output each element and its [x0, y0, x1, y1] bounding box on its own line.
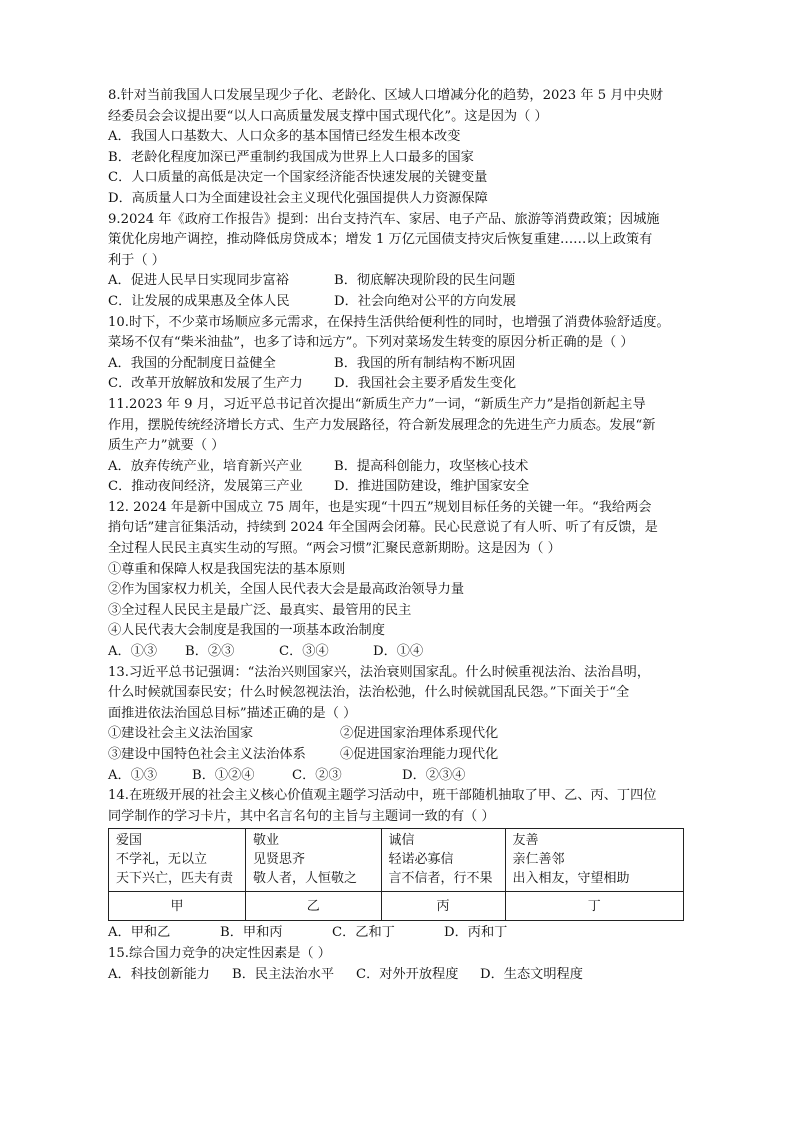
- question-13-statements-row: [108, 724, 683, 745]
- question-12-option-d: D．①④: [373, 644, 424, 660]
- question-11-option-b: B．提高科创能力，攻坚核心技术: [334, 458, 529, 474]
- question-14-option-c: C．乙和丁: [332, 925, 395, 941]
- study-card-bing: [381, 829, 505, 892]
- question-11: [108, 395, 683, 498]
- question-10: [108, 313, 683, 395]
- question-9-option-a: A．促进人民早日实现同步富裕: [108, 273, 289, 289]
- question-8: [108, 86, 683, 210]
- question-11-option-c: C．推动夜间经济，发展第三产业: [108, 479, 303, 495]
- question-11-stem-line: 质生产力”就要（ ）: [108, 438, 225, 454]
- question-13: [108, 663, 683, 787]
- question-13-statement-2: ②促进国家治理体系现代化: [340, 726, 499, 742]
- question-12-stem-line: 捎句话”建言征集活动，持续到 2024 年全国两会闭幕。民心民意说了有人听、听了有反馈，是: [108, 520, 658, 536]
- question-14-stem-line: 14.在班级开展的社会主义核心价值观主题学习活动中，班干部随机抽取了甲、乙、丙、丁四位: [108, 788, 657, 804]
- question-10-option-c: C．改革开放解放和发展了生产力: [108, 376, 303, 392]
- card-quote: 轻诺必寡信: [388, 852, 454, 868]
- question-8-option-c: C．人口质量的高低是决定一个国家经济能否快速发展的关键变量: [108, 170, 488, 186]
- question-8-stem-line: 8.针对当前我国人口发展呈现少子化、老龄化、区域人口增减分化的趋势，2023 年 5 月中央财: [108, 88, 664, 103]
- question-9-options-row: [108, 271, 683, 292]
- question-13-option-d: D．②③④: [402, 767, 466, 783]
- question-14: [108, 786, 683, 944]
- question-15-options-row: [108, 965, 683, 986]
- question-14-option-b: B．甲和丙: [220, 925, 283, 941]
- question-10-option-d: D．我国社会主要矛盾发生变化: [334, 376, 517, 392]
- question-10-option-a: A．我国的分配制度日益健全: [108, 355, 276, 371]
- question-15-option-d: D．生态文明程度: [480, 966, 583, 982]
- study-card-jia: [109, 829, 246, 892]
- card-quote: 亲仁善邻: [512, 852, 565, 868]
- study-card-yi: [246, 829, 381, 892]
- card-theme: 友善: [512, 833, 539, 849]
- question-9-option-c: C．让发展的成果惠及全体人民: [108, 293, 290, 309]
- question-12-options-row: [108, 642, 683, 663]
- question-8-option-a: A．我国人口基数大、人口众多的基本国情已经发生根本改变: [108, 129, 461, 145]
- question-8-option-d: D．高质量人口为全面建设社会主义现代化强国提供人力资源保障: [108, 190, 488, 206]
- question-12-stem-line: 12. 2024 年是新中国成立 75 周年，也是实现“十四五”规划目标任务的关键一年。“我给两会: [108, 499, 652, 515]
- question-8-stem-line: 经委员会会议提出要“以人口高质量发展支撑中国式现代化”。这是因为（ ）: [108, 108, 548, 124]
- question-13-option-a: A．①③: [108, 767, 158, 783]
- card-quote: 言不信者，行不果: [388, 871, 493, 887]
- question-15-option-b: B．民主法治水平: [232, 966, 335, 982]
- question-9-option-d: D．社会向绝对公平的方向发展: [334, 293, 517, 309]
- card-quote: 不学礼，无以立: [116, 852, 208, 868]
- question-13-options-row: [108, 766, 683, 787]
- question-12: [108, 498, 683, 663]
- card-label: 丁: [505, 892, 683, 921]
- question-12-statement-2: ②作为国家权力机关，全国人民代表大会是最高政治领导力量: [108, 582, 465, 598]
- question-15: [108, 944, 683, 985]
- question-13-statement-4: ④促进国家治理能力现代化: [340, 747, 499, 762]
- question-15-option-c: C．对外开放程度: [356, 966, 459, 982]
- question-9-stem-line: 策优化房地产调控，推动降低房贷成本；增发 1 万亿元国债支持灾后恢复重建……以上政策有: [108, 232, 653, 248]
- study-cards-label-row: [109, 892, 684, 921]
- card-label: 丙: [381, 892, 505, 921]
- question-9-stem-line: 利于（ ）: [108, 252, 165, 268]
- question-12-option-a: A．①③: [108, 644, 158, 660]
- question-8-option-b: B．老龄化程度加深已严重制约我国成为世界上人口最多的国家: [108, 149, 474, 165]
- exam-page: [108, 86, 683, 985]
- question-13-stem-line: 13.习近平总书记强调：“法治兴则国家兴，法治衰则国家乱。什么时候重视法治、法治昌明，: [108, 664, 651, 680]
- study-card-ding: [505, 829, 683, 892]
- study-cards-content-row: [109, 829, 684, 892]
- card-quote: 敬人者，人恒敬之: [253, 871, 358, 887]
- card-quote: 见贤思齐: [253, 852, 306, 868]
- question-10-stem-line: 10.时下，不少菜市场顺应多元需求，在保持生活供给便利性的同时，也增强了消费体验舒适度。: [108, 314, 670, 330]
- card-quote: 天下兴亡，匹夫有责: [116, 871, 234, 887]
- question-13-statements-row: [108, 745, 683, 766]
- question-13-statement-3: ③建设中国特色社会主义法治体系: [108, 747, 306, 762]
- card-theme: 敬业: [253, 833, 280, 849]
- question-13-option-c: C．②③: [292, 767, 342, 783]
- card-theme: 爱国: [116, 833, 143, 849]
- question-10-option-b: B．我国的所有制结构不断巩固: [334, 355, 516, 371]
- question-11-stem-line: 作用，摆脱传统经济增长方式、生产力发展路径，符合新发展理念的先进生产力质态。发展“新: [108, 417, 656, 433]
- question-12-option-c: C．③④: [279, 644, 329, 660]
- question-11-stem-line: 11.2023 年 9 月，习近平总书记首次提出“新质生产力”一词，“新质生产力”是指创新起主导: [108, 396, 646, 412]
- card-label: 乙: [246, 892, 381, 921]
- question-11-option-a: A．放弃传统产业，培育新兴产业: [108, 458, 303, 474]
- question-13-stem-line: 面推进依法治国总目标”描述正确的是（ ）: [108, 705, 357, 721]
- question-14-option-d: D．丙和丁: [444, 925, 508, 941]
- question-15-option-a: A．科技创新能力: [108, 966, 210, 982]
- question-13-stem-line: 什么时候就国泰民安；什么时候忽视法治，法治松弛，什么时候就国乱民怨。”下面关于“全: [108, 685, 630, 701]
- question-10-options-row: [108, 374, 683, 395]
- question-12-statement-4: ④人民代表大会制度是我国的一项基本政治制度: [108, 623, 385, 639]
- card-quote: 出入相友，守望相助: [512, 871, 630, 887]
- question-12-statement-1: ①尊重和保障人权是我国宪法的基本原则: [108, 561, 346, 577]
- question-9-stem-line: 9.2024 年《政府工作报告》提到：出台支持汽车、家居、电子产品、旅游等消费政策；因城施: [108, 211, 660, 227]
- question-11-option-d: D．推进国防建设，维护国家安全: [334, 479, 530, 495]
- card-label: 甲: [109, 892, 246, 921]
- question-11-options-row: [108, 457, 683, 478]
- question-9-option-b: B．彻底解决现阶段的民生问题: [334, 273, 516, 289]
- question-12-option-b: B．②③: [185, 644, 235, 660]
- question-9: [108, 210, 683, 313]
- question-12-statement-3: ③全过程人民民主是最广泛、最真实、最管用的民主: [108, 602, 412, 618]
- question-14-options-row: [108, 923, 683, 944]
- question-13-statement-1: ①建设社会主义法治国家: [108, 726, 254, 742]
- question-10-options-row: [108, 354, 683, 375]
- question-10-stem-line: 菜场不仅有“柴米油盐”，也多了诗和远方”。下列对菜场发生转变的原因分析正确的是（ ）: [108, 335, 634, 351]
- question-9-options-row: [108, 292, 683, 313]
- question-14-option-a: A．甲和乙: [108, 925, 171, 941]
- study-cards-table: [108, 828, 684, 921]
- question-11-options-row: [108, 477, 683, 498]
- question-15-stem-line: 15.综合国力竞争的决定性因素是（ ）: [108, 945, 331, 961]
- card-theme: 诚信: [388, 833, 415, 849]
- question-12-stem-line: 全过程人民民主真实生动的写照。“两会习惯”汇聚民意新期盼。这是因为（ ）: [108, 541, 561, 557]
- question-14-stem-line: 同学制作的学习卡片，其中名言名句的主旨与主题词一致的有（ ）: [108, 808, 495, 824]
- question-13-option-b: B．①②④: [192, 767, 255, 783]
